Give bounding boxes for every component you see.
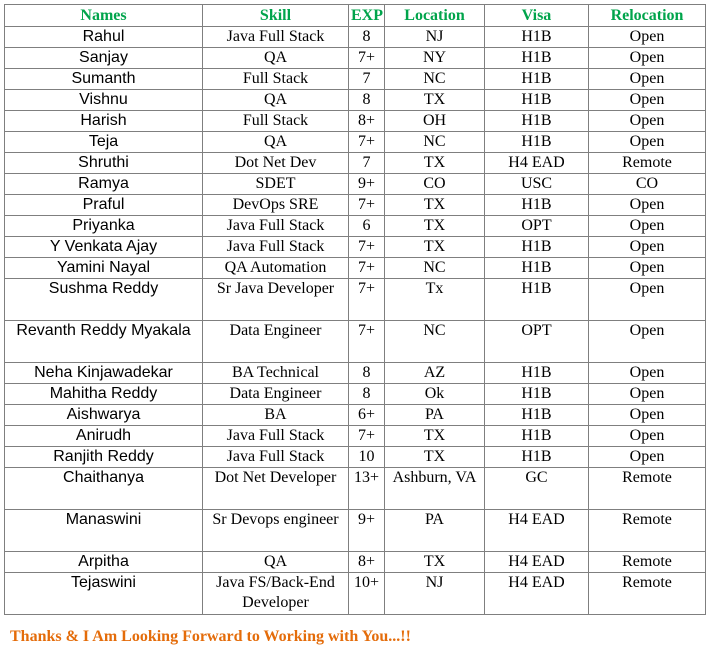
cell-exp: 8+ bbox=[349, 552, 385, 573]
cell-name: Vishnu bbox=[5, 90, 203, 111]
cell-skill: QA Automation bbox=[203, 258, 349, 279]
cell-visa: H1B bbox=[485, 90, 589, 111]
cell-visa: H1B bbox=[485, 426, 589, 447]
cell-skill: DevOps SRE bbox=[203, 195, 349, 216]
cell-relocation: Open bbox=[589, 195, 706, 216]
column-header-exp: EXP bbox=[349, 5, 385, 27]
cell-relocation: Remote bbox=[589, 468, 706, 510]
table-row bbox=[5, 27, 706, 48]
table-row bbox=[5, 384, 706, 405]
cell-relocation: Remote bbox=[589, 573, 706, 615]
cell-exp: 7+ bbox=[349, 237, 385, 258]
cell-visa: H4 EAD bbox=[485, 510, 589, 552]
cell-visa: H1B bbox=[485, 384, 589, 405]
cell-exp: 7 bbox=[349, 153, 385, 174]
cell-name: Arpitha bbox=[5, 552, 203, 573]
cell-exp: 8 bbox=[349, 90, 385, 111]
table-header-row bbox=[5, 5, 706, 27]
table-row bbox=[5, 447, 706, 468]
cell-location: PA bbox=[385, 510, 485, 552]
cell-location: PA bbox=[385, 405, 485, 426]
table-row bbox=[5, 174, 706, 195]
cell-skill: Java FS/Back-End Developer bbox=[203, 573, 349, 615]
cell-exp: 7+ bbox=[349, 426, 385, 447]
cell-visa: GC bbox=[485, 468, 589, 510]
cell-exp: 6 bbox=[349, 216, 385, 237]
cell-relocation: Open bbox=[589, 27, 706, 48]
table-row bbox=[5, 573, 706, 615]
cell-exp: 8+ bbox=[349, 111, 385, 132]
cell-exp: 7+ bbox=[349, 195, 385, 216]
cell-location: Ashburn, VA bbox=[385, 468, 485, 510]
cell-location: TX bbox=[385, 216, 485, 237]
table-row bbox=[5, 48, 706, 69]
cell-name: Harish bbox=[5, 111, 203, 132]
cell-visa: H4 EAD bbox=[485, 552, 589, 573]
cell-visa: H1B bbox=[485, 258, 589, 279]
cell-name: Yamini Nayal bbox=[5, 258, 203, 279]
table-row bbox=[5, 363, 706, 384]
table-row bbox=[5, 90, 706, 111]
cell-location: TX bbox=[385, 153, 485, 174]
cell-skill: BA bbox=[203, 405, 349, 426]
cell-location: NC bbox=[385, 321, 485, 363]
cell-skill: QA bbox=[203, 90, 349, 111]
cell-skill: QA bbox=[203, 132, 349, 153]
cell-exp: 10+ bbox=[349, 573, 385, 615]
cell-exp: 7 bbox=[349, 69, 385, 90]
table-row bbox=[5, 69, 706, 90]
cell-location: NJ bbox=[385, 573, 485, 615]
cell-skill: BA Technical bbox=[203, 363, 349, 384]
cell-name: Ramya bbox=[5, 174, 203, 195]
cell-visa: H1B bbox=[485, 48, 589, 69]
cell-relocation: Open bbox=[589, 426, 706, 447]
cell-skill: Full Stack bbox=[203, 111, 349, 132]
cell-relocation: Open bbox=[589, 132, 706, 153]
cell-name: Ranjith Reddy bbox=[5, 447, 203, 468]
cell-exp: 7+ bbox=[349, 48, 385, 69]
cell-exp: 7+ bbox=[349, 258, 385, 279]
cell-name: Rahul bbox=[5, 27, 203, 48]
cell-exp: 9+ bbox=[349, 510, 385, 552]
cell-skill: SDET bbox=[203, 174, 349, 195]
cell-skill: Data Engineer bbox=[203, 384, 349, 405]
table-row bbox=[5, 552, 706, 573]
table-row bbox=[5, 237, 706, 258]
cell-skill: Sr Java Developer bbox=[203, 279, 349, 321]
cell-exp: 10 bbox=[349, 447, 385, 468]
cell-skill: Sr Devops engineer bbox=[203, 510, 349, 552]
table-row bbox=[5, 279, 706, 321]
cell-name: Neha Kinjawadekar bbox=[5, 363, 203, 384]
cell-location: TX bbox=[385, 447, 485, 468]
column-header-location: Location bbox=[385, 5, 485, 27]
column-header-visa: Visa bbox=[485, 5, 589, 27]
cell-exp: 8 bbox=[349, 27, 385, 48]
cell-location: NC bbox=[385, 69, 485, 90]
cell-visa: H4 EAD bbox=[485, 573, 589, 615]
cell-location: OH bbox=[385, 111, 485, 132]
column-header-relocation: Relocation bbox=[589, 5, 706, 27]
cell-visa: H1B bbox=[485, 447, 589, 468]
cell-name: Aishwarya bbox=[5, 405, 203, 426]
cell-visa: H1B bbox=[485, 111, 589, 132]
cell-visa: OPT bbox=[485, 216, 589, 237]
cell-skill: Dot Net Developer bbox=[203, 468, 349, 510]
cell-name: Priyanka bbox=[5, 216, 203, 237]
cell-name: Sumanth bbox=[5, 69, 203, 90]
cell-exp: 13+ bbox=[349, 468, 385, 510]
cell-exp: 7+ bbox=[349, 321, 385, 363]
cell-exp: 9+ bbox=[349, 174, 385, 195]
cell-visa: H1B bbox=[485, 195, 589, 216]
table-row bbox=[5, 111, 706, 132]
cell-relocation: Remote bbox=[589, 510, 706, 552]
cell-relocation: Remote bbox=[589, 552, 706, 573]
cell-location: TX bbox=[385, 237, 485, 258]
cell-location: CO bbox=[385, 174, 485, 195]
cell-skill: Dot Net Dev bbox=[203, 153, 349, 174]
cell-skill: QA bbox=[203, 552, 349, 573]
cell-relocation: Open bbox=[589, 237, 706, 258]
cell-skill: Java Full Stack bbox=[203, 237, 349, 258]
cell-location: TX bbox=[385, 90, 485, 111]
cell-location: TX bbox=[385, 426, 485, 447]
cell-visa: H1B bbox=[485, 405, 589, 426]
candidate-table bbox=[4, 4, 706, 615]
cell-name: Manaswini bbox=[5, 510, 203, 552]
cell-relocation: Open bbox=[589, 405, 706, 426]
cell-name: Teja bbox=[5, 132, 203, 153]
cell-name: Revanth Reddy Myakala bbox=[5, 321, 203, 363]
cell-location: NC bbox=[385, 132, 485, 153]
table-row bbox=[5, 195, 706, 216]
table-row bbox=[5, 405, 706, 426]
table-row bbox=[5, 426, 706, 447]
cell-relocation: Open bbox=[589, 279, 706, 321]
cell-skill: QA bbox=[203, 48, 349, 69]
cell-location: TX bbox=[385, 552, 485, 573]
cell-visa: H1B bbox=[485, 69, 589, 90]
cell-location: TX bbox=[385, 195, 485, 216]
cell-relocation: Open bbox=[589, 363, 706, 384]
cell-name: Praful bbox=[5, 195, 203, 216]
cell-visa: H4 EAD bbox=[485, 153, 589, 174]
cell-skill: Java Full Stack bbox=[203, 216, 349, 237]
cell-name: Sanjay bbox=[5, 48, 203, 69]
cell-relocation: Open bbox=[589, 216, 706, 237]
cell-exp: 7+ bbox=[349, 279, 385, 321]
cell-location: NY bbox=[385, 48, 485, 69]
table-row bbox=[5, 132, 706, 153]
column-header-names: Names bbox=[5, 5, 203, 27]
cell-relocation: Open bbox=[589, 48, 706, 69]
cell-visa: H1B bbox=[485, 132, 589, 153]
cell-skill: Java Full Stack bbox=[203, 27, 349, 48]
cell-exp: 7+ bbox=[349, 132, 385, 153]
cell-relocation: Open bbox=[589, 69, 706, 90]
cell-name: Y Venkata Ajay bbox=[5, 237, 203, 258]
table-row bbox=[5, 468, 706, 510]
table-row bbox=[5, 258, 706, 279]
cell-skill: Java Full Stack bbox=[203, 447, 349, 468]
table-row bbox=[5, 153, 706, 174]
cell-visa: H1B bbox=[485, 279, 589, 321]
cell-exp: 8 bbox=[349, 384, 385, 405]
cell-exp: 8 bbox=[349, 363, 385, 384]
cell-visa: H1B bbox=[485, 27, 589, 48]
cell-name: Sushma Reddy bbox=[5, 279, 203, 321]
table-row bbox=[5, 510, 706, 552]
cell-name: Chaithanya bbox=[5, 468, 203, 510]
table-row bbox=[5, 321, 706, 363]
cell-relocation: Open bbox=[589, 90, 706, 111]
column-header-skill: Skill bbox=[203, 5, 349, 27]
cell-location: NJ bbox=[385, 27, 485, 48]
cell-relocation: Open bbox=[589, 258, 706, 279]
cell-name: Shruthi bbox=[5, 153, 203, 174]
closing-message: Thanks & I Am Looking Forward to Working with You...!! bbox=[10, 628, 411, 645]
cell-relocation: Remote bbox=[589, 153, 706, 174]
cell-location: Ok bbox=[385, 384, 485, 405]
cell-relocation: Open bbox=[589, 111, 706, 132]
cell-visa: OPT bbox=[485, 321, 589, 363]
cell-relocation: Open bbox=[589, 447, 706, 468]
cell-name: Mahitha Reddy bbox=[5, 384, 203, 405]
cell-visa: USC bbox=[485, 174, 589, 195]
cell-name: Tejaswini bbox=[5, 573, 203, 615]
cell-location: Tx bbox=[385, 279, 485, 321]
cell-skill: Data Engineer bbox=[203, 321, 349, 363]
cell-relocation: CO bbox=[589, 174, 706, 195]
cell-visa: H1B bbox=[485, 363, 589, 384]
cell-exp: 6+ bbox=[349, 405, 385, 426]
cell-name: Anirudh bbox=[5, 426, 203, 447]
cell-skill: Java Full Stack bbox=[203, 426, 349, 447]
cell-location: AZ bbox=[385, 363, 485, 384]
cell-location: NC bbox=[385, 258, 485, 279]
cell-visa: H1B bbox=[485, 237, 589, 258]
cell-relocation: Open bbox=[589, 384, 706, 405]
cell-skill: Full Stack bbox=[203, 69, 349, 90]
cell-relocation: Open bbox=[589, 321, 706, 363]
table-row bbox=[5, 216, 706, 237]
